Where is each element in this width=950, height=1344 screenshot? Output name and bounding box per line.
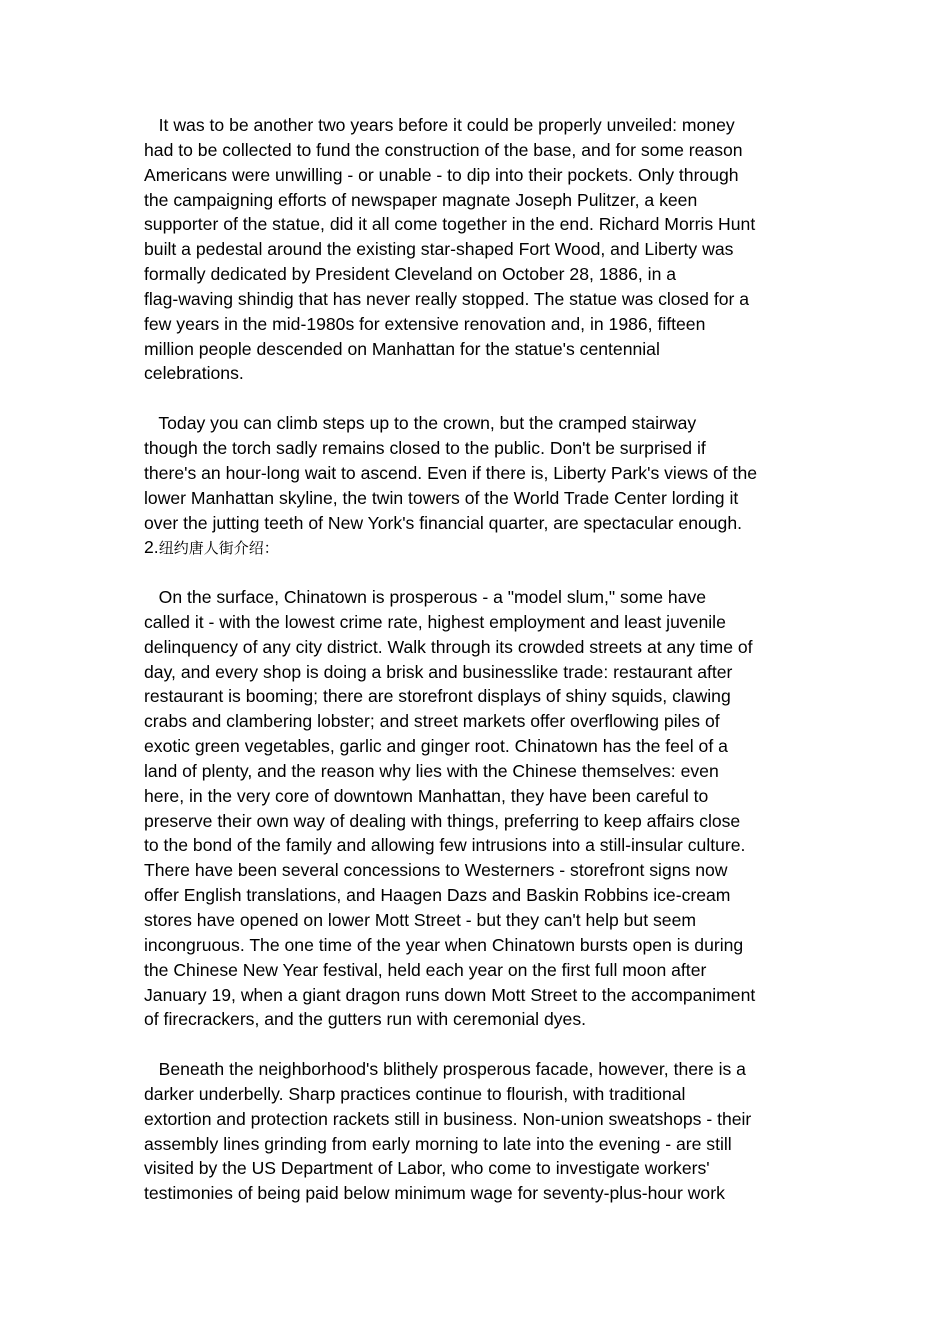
text-line: Today you can climb steps up to the crown, but the cramped stairway <box>144 413 697 434</box>
text-line: incongruous. The one time of the year when Chinatown bursts open is during <box>144 934 744 955</box>
text-line: of firecrackers, and the gutters run with ceremonial dyes. <box>144 1009 586 1030</box>
section-title: 纽约唐人街介绍： <box>158 539 279 558</box>
paragraph-chinatown-underbelly <box>144 1057 824 1206</box>
text-line: exotic green vegetables, garlic and ginger root. Chinatown has the feel of a <box>144 736 728 757</box>
document-page <box>144 113 824 1206</box>
paragraph-spacer <box>144 1032 824 1057</box>
text-line: Beneath the neighborhood's blithely prosperous facade, however, there is a <box>144 1059 746 1080</box>
text-line: few years in the mid-1980s for extensive renovation and, in 1986, fifteen <box>144 313 706 334</box>
text-line: supporter of the statue, did it all come together in the end. Richard Morris Hunt <box>144 214 756 235</box>
text-line: over the jutting teeth of New York's financial quarter, are spectacular enough. <box>144 512 743 533</box>
text-line: flag-waving shindig that has never really stopped. The statue was closed for a <box>144 288 750 309</box>
text-line: Americans were unwilling - or unable - to dip into their pockets. Only through <box>144 164 739 185</box>
section-number: 2. <box>144 537 159 558</box>
paragraph-statue-unveiling <box>144 113 824 386</box>
text-line: assembly lines grinding from early morning to late into the evening - are still <box>144 1133 732 1154</box>
section-heading-chinatown <box>144 535 824 560</box>
paragraph-spacer <box>144 560 824 585</box>
text-line: It was to be another two years before it could be properly unveiled: money <box>144 115 735 135</box>
text-line: darker underbelly. Sharp practices continue to flourish, with traditional <box>144 1083 686 1104</box>
text-line: here, in the very core of downtown Manhattan, they have been careful to <box>144 785 709 806</box>
text-line: visited by the US Department of Labor, who come to investigate workers' <box>144 1158 710 1179</box>
text-line: preserve their own way of dealing with things, preferring to keep affairs close <box>144 810 741 831</box>
text-line: had to be collected to fund the construction of the base, and for some reason <box>144 139 743 160</box>
text-line: land of plenty, and the reason why lies with the Chinese themselves: even <box>144 760 719 781</box>
text-line: million people descended on Manhattan for the statue's centennial <box>144 338 660 359</box>
paragraph-spacer <box>144 386 824 411</box>
text-line: to the bond of the family and allowing few intrusions into a still-insular culture. <box>144 835 746 856</box>
text-line: crabs and clambering lobster; and street markets offer overflowing piles of <box>144 711 720 732</box>
text-line: stores have opened on lower Mott Street - but they can't help but seem <box>144 910 697 930</box>
text-line: testimonies of being paid below minimum wage for seventy-plus-hour work <box>144 1183 725 1204</box>
text-line: built a pedestal around the existing star-shaped Fort Wood, and Liberty was <box>144 239 734 260</box>
text-line: the campaigning efforts of newspaper magnate Joseph Pulitzer, a keen <box>144 189 698 210</box>
text-line: delinquency of any city district. Walk through its crowded streets at any time of <box>144 636 753 657</box>
text-line: lower Manhattan skyline, the twin towers of the World Trade Center lording it <box>144 487 739 508</box>
paragraph-chinatown-surface <box>144 585 824 1032</box>
text-line: There have been several concessions to Westerners - storefront signs now <box>144 860 728 881</box>
text-line: celebrations. <box>144 363 244 384</box>
text-line: called it - with the lowest crime rate, highest employment and least juvenile <box>144 611 726 632</box>
text-line: formally dedicated by President Cleveland on October 28, 1886, in a <box>144 264 677 285</box>
text-line: January 19, when a giant dragon runs down Mott Street to the accompaniment <box>144 984 756 1005</box>
text-line: day, and every shop is doing a brisk and businesslike trade: restaurant after <box>144 661 733 682</box>
text-line: On the surface, Chinatown is prosperous - a "model slum," some have <box>144 587 707 608</box>
text-line: the Chinese New Year festival, held each year on the first full moon after <box>144 959 707 980</box>
text-line: extortion and protection rackets still in business. Non-union sweatshops - their <box>144 1108 752 1129</box>
text-line: though the torch sadly remains closed to the public. Don't be surprised if <box>144 437 706 458</box>
paragraph-statue-crown <box>144 411 824 535</box>
text-line: restaurant is booming; there are storefront displays of shiny squids, clawing <box>144 686 731 707</box>
text-line: there's an hour-long wait to ascend. Even if there is, Liberty Park's views of the <box>144 462 758 483</box>
text-line: offer English translations, and Haagen Dazs and Baskin Robbins ice-cream <box>144 885 731 906</box>
